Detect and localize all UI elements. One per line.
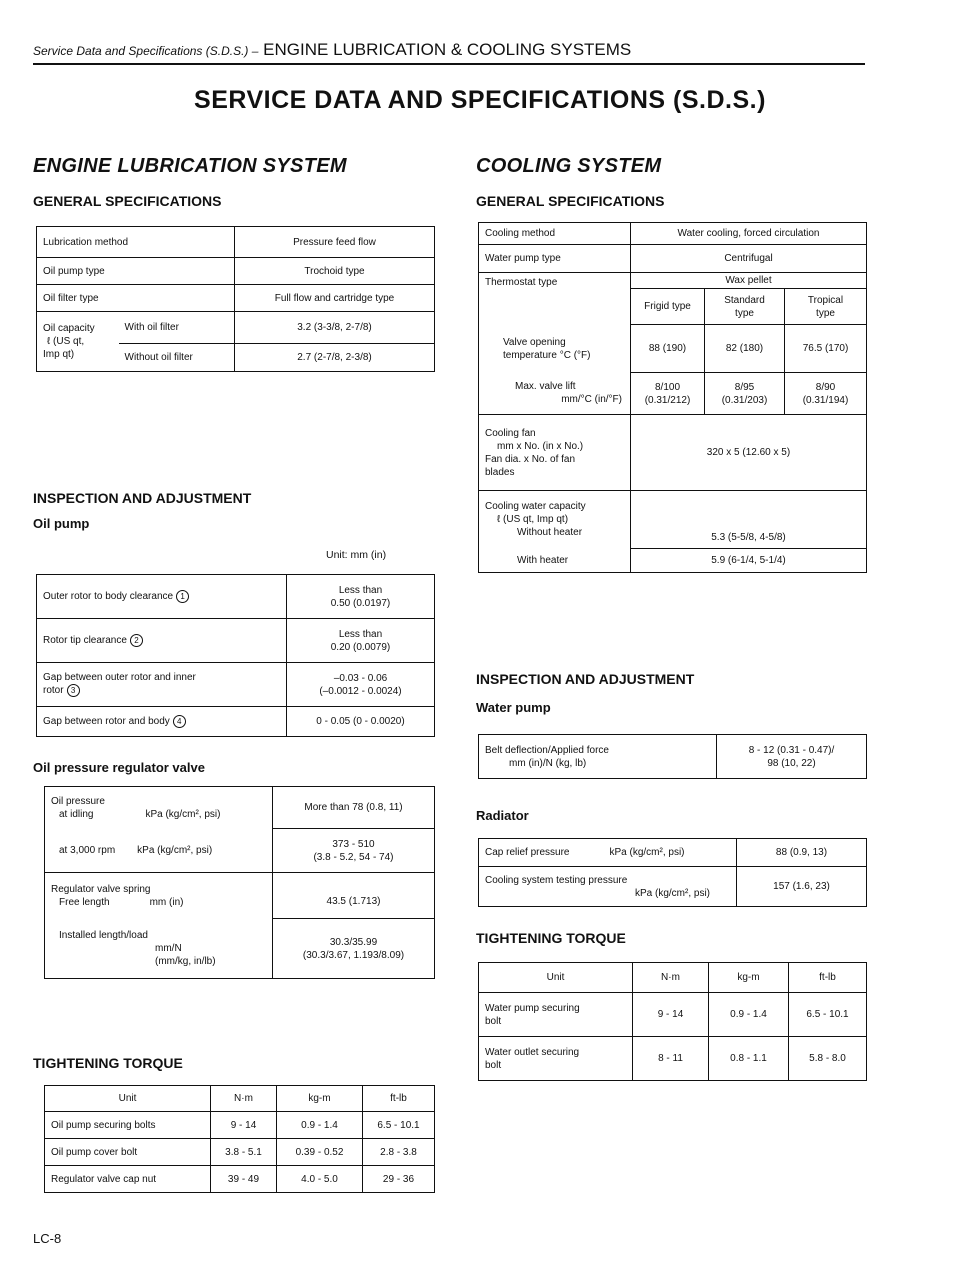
table-row: Water pump securing bolt 9 - 14 0.9 - 1.4 6.5 - 10.1 bbox=[479, 993, 867, 1037]
table-row: Cooling water capacity ℓ (US qt, Imp qt) Without heater 5.3 (5-5/8, 4-5/8) bbox=[479, 491, 867, 549]
callout-3-icon: 3 bbox=[67, 684, 80, 697]
lubrication-torque-table bbox=[44, 1085, 435, 1193]
table-row: Cap relief pressure kPa (kg/cm², psi) 88 (0.9, 13) bbox=[479, 839, 867, 867]
regulator-heading: Oil pressure regulator valve bbox=[33, 760, 205, 775]
callout-2-icon: 2 bbox=[130, 634, 143, 647]
table-row: Belt deflection/Applied force mm (in)/N (kg, lb) 8 - 12 (0.31 - 0.47)/ 98 (10, 22) bbox=[479, 735, 867, 779]
oil-pump-unit: Unit: mm (in) bbox=[326, 549, 387, 561]
table-row: Oil pump cover bolt 3.8 - 5.1 0.39 - 0.52 2.8 - 3.8 bbox=[45, 1139, 435, 1166]
cooling-torque-table bbox=[478, 962, 867, 1081]
running-header bbox=[33, 40, 865, 60]
lubrication-torque-heading: TIGHTENING TORQUE bbox=[33, 1055, 183, 1071]
lubrication-heading: ENGINE LUBRICATION SYSTEM bbox=[33, 155, 347, 177]
table-row: Unit N·m kg-m ft-lb bbox=[45, 1086, 435, 1112]
table-row: With heater 5.9 (6-1/4, 5-1/4) bbox=[479, 549, 867, 573]
cooling-torque-heading: TIGHTENING TORQUE bbox=[476, 930, 626, 946]
cooling-general-table bbox=[478, 222, 867, 573]
table-row: Gap between outer rotor and inner rotor 3 –0.03 - 0.06 (–0.0012 - 0.0024) bbox=[37, 663, 435, 707]
radiator-table bbox=[478, 838, 867, 907]
lubrication-general-heading: GENERAL SPECIFICATIONS bbox=[33, 193, 222, 209]
table-row: Oil pump type Trochoid type bbox=[37, 258, 435, 285]
table-row: Regulator valve spring Free length mm (in) 43.5 (1.713) bbox=[45, 873, 435, 919]
table-row: Oil pump securing bolts 9 - 14 0.9 - 1.4 6.5 - 10.1 bbox=[45, 1112, 435, 1139]
table-row: Oil capacity ℓ (US qt, Imp qt) With oil filter 3.2 (3-3/8, 2-7/8) bbox=[37, 312, 435, 344]
oil-pump-table bbox=[36, 574, 435, 737]
table-row: Cooling method Water cooling, forced circulation bbox=[479, 223, 867, 245]
table-row: Unit N·m kg-m ft-lb bbox=[479, 963, 867, 993]
table-row: Regulator valve cap nut 39 - 49 4.0 - 5.0 29 - 36 bbox=[45, 1166, 435, 1193]
table-row: Water pump type Centrifugal bbox=[479, 245, 867, 273]
table-row: Without oil filter 2.7 (2-7/8, 2-3/8) bbox=[37, 344, 435, 372]
header-section: Service Data and Specifications (S.D.S.) – bbox=[33, 44, 259, 58]
table-row: Frigid type Standard type Tropical type bbox=[479, 289, 867, 325]
table-row: Gap between rotor and body 4 0 - 0.05 (0 - 0.0020) bbox=[37, 707, 435, 737]
page-number: LC-8 bbox=[33, 1231, 62, 1246]
oil-pump-heading: Oil pump bbox=[33, 516, 90, 531]
table-row: Thermostat type Wax pellet bbox=[479, 273, 867, 289]
table-row: Rotor tip clearance 2 Less than 0.20 (0.0079) bbox=[37, 619, 435, 663]
table-row: Lubrication method Pressure feed flow bbox=[37, 227, 435, 258]
cooling-inspection-heading: INSPECTION AND ADJUSTMENT bbox=[476, 671, 695, 687]
table-row: Oil pressure at idling kPa (kg/cm², psi) More than 78 (0.8, 11) bbox=[45, 787, 435, 829]
table-row: Oil filter type Full flow and cartridge type bbox=[37, 285, 435, 312]
table-row: Outer rotor to body clearance 1 Less than 0.50 (0.0197) bbox=[37, 575, 435, 619]
lubrication-general-table bbox=[36, 226, 435, 372]
lubrication-inspection-heading: INSPECTION AND ADJUSTMENT bbox=[33, 490, 252, 506]
cooling-general-heading: GENERAL SPECIFICATIONS bbox=[476, 193, 665, 209]
callout-1-icon: 1 bbox=[176, 590, 189, 603]
cooling-heading: COOLING SYSTEM bbox=[476, 155, 662, 177]
radiator-heading: Radiator bbox=[476, 808, 529, 823]
page-title: SERVICE DATA AND SPECIFICATIONS (S.D.S.) bbox=[194, 86, 766, 114]
header-subject: ENGINE LUBRICATION & COOLING SYSTEMS bbox=[263, 40, 632, 59]
header-rule bbox=[33, 63, 865, 65]
table-row: Water outlet securing bolt 8 - 11 0.8 - 1.1 5.8 - 8.0 bbox=[479, 1037, 867, 1081]
table-row: Cooling system testing pressure kPa (kg/cm², psi) 157 (1.6, 23) bbox=[479, 867, 867, 907]
regulator-table bbox=[44, 786, 435, 979]
table-row: Max. valve lift mm/°C (in/°F) 8/100 (0.31/212) 8/95 (0.31/203) 8/90 (0.31/194) bbox=[479, 373, 867, 415]
table-row: Valve opening temperature °C (°F) 88 (190) 82 (180) 76.5 (170) bbox=[479, 325, 867, 373]
table-row: at 3,000 rpm kPa (kg/cm², psi) 373 - 510 (3.8 - 5.2, 54 - 74) bbox=[45, 829, 435, 873]
callout-4-icon: 4 bbox=[173, 715, 186, 728]
table-row: Cooling fan mm x No. (in x No.) Fan dia. x No. of fan blades 320 x 5 (12.60 x 5) bbox=[479, 415, 867, 491]
water-pump-table bbox=[478, 734, 867, 779]
table-row: Installed length/load mm/N (mm/kg, in/lb) 30.3/35.99 (30.3/3.67, 1.193/8.09) bbox=[45, 919, 435, 979]
water-pump-heading: Water pump bbox=[476, 700, 551, 715]
